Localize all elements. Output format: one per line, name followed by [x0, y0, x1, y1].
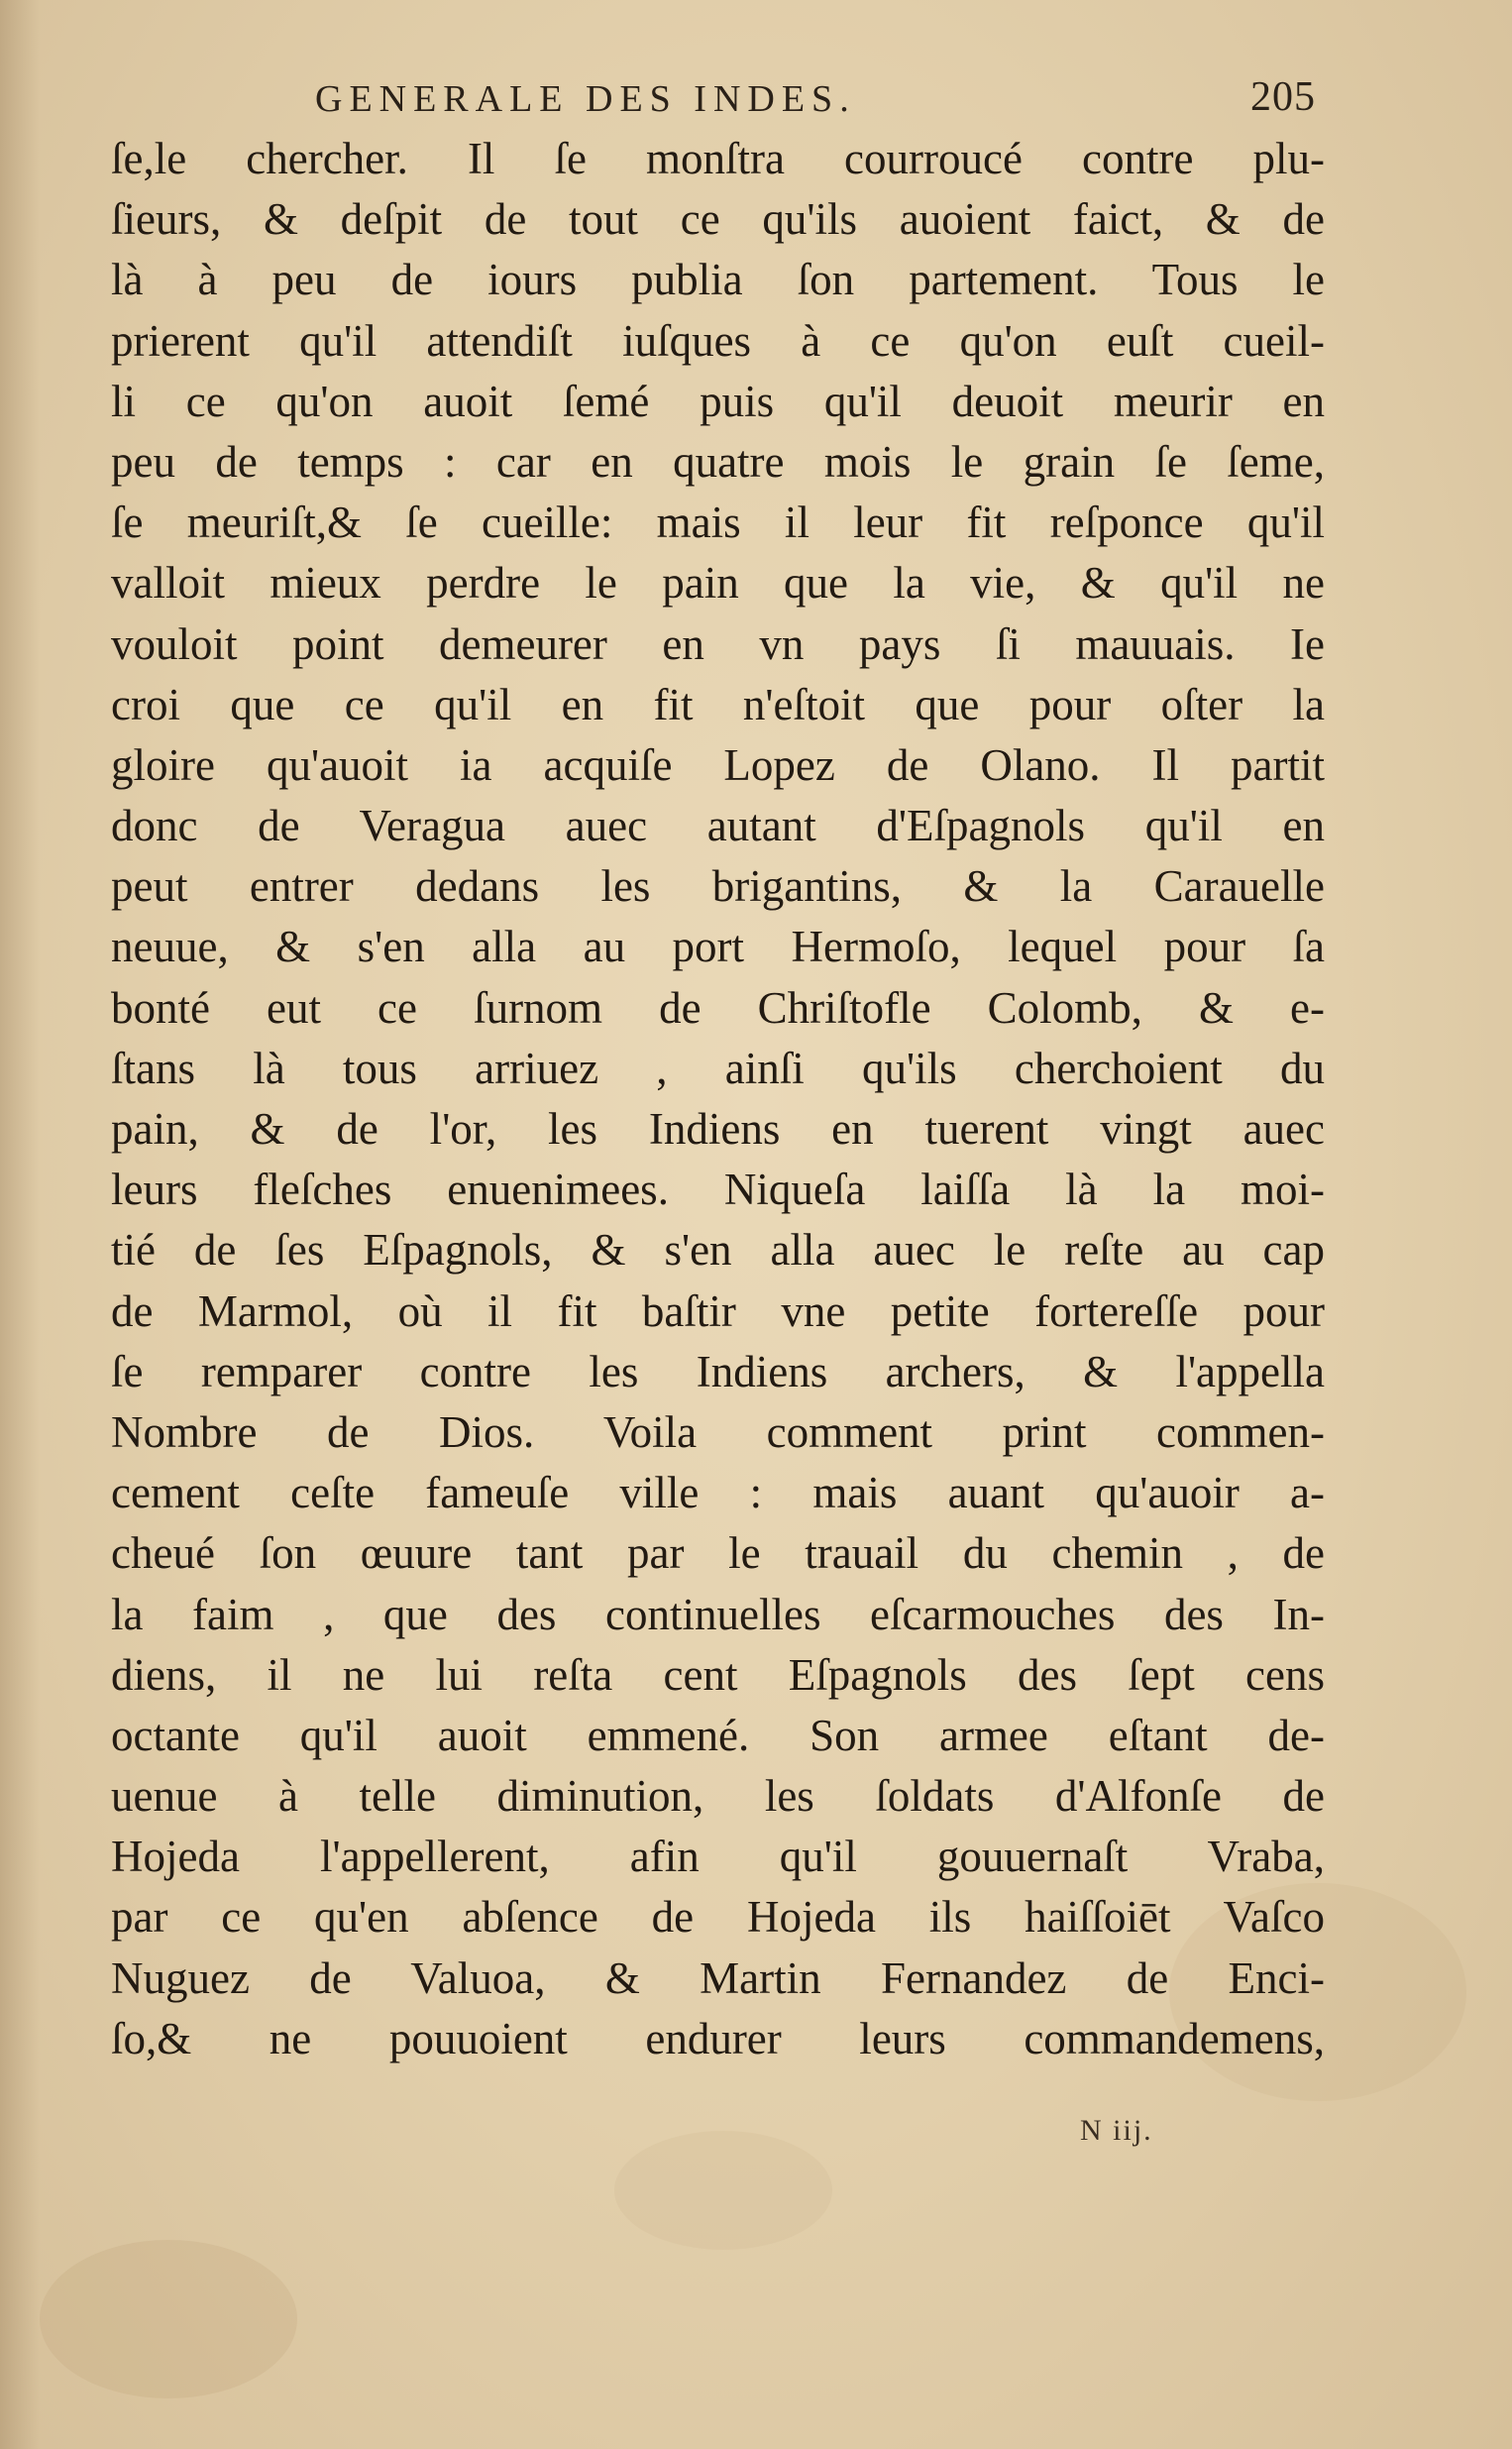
signature-mark: N iij. — [1080, 2114, 1153, 2147]
text-line: valloit mieux perdre le pain que la vie, & qu'il ne — [111, 558, 1325, 609]
text-line: la faim , que des continuelles eſcarmouches des In- — [111, 1589, 1325, 1639]
binding-shadow — [0, 0, 40, 2449]
text-line: de Marmol, où il fit baſtir vne petite fortereſſe pour — [111, 1285, 1325, 1336]
text-line: octante qu'il auoit emmené. Son armee eſtant de- — [111, 1710, 1325, 1760]
text-line: Nombre de Dios. Voila comment print commen- — [111, 1406, 1325, 1457]
text-line: neuue, & s'en alla au port Hermoſo, lequel pour ſa — [111, 922, 1325, 972]
text-line: vouloit point demeurer en vn pays ſi mauuais. Ie — [111, 618, 1325, 669]
text-line: Nuguez de Valuoa, & Martin Fernandez de Enci- — [111, 1952, 1325, 2003]
text-line: cement ceſte fameuſe ville : mais auant qu'auoir a- — [111, 1468, 1325, 1518]
text-line: donc de Veragua auec autant d'Eſpagnols qu'il en — [111, 801, 1325, 851]
text-line: peu de temps : car en quatre mois le grain ſe ſeme, — [111, 436, 1325, 487]
text-line: tié de ſes Eſpagnols, & s'en alla auec le reſte au cap — [111, 1225, 1325, 1276]
paper-stain — [614, 2131, 832, 2250]
text-line: diens, il ne lui reſta cent Eſpagnols des ſept cens — [111, 1649, 1325, 1700]
text-line: gloire qu'auoit ia acquiſe Lopez de Olano. Il partit — [111, 739, 1325, 790]
text-line: ſtans là tous arriuez , ainſi qu'ils cherchoient du — [111, 1043, 1325, 1093]
text-line: uenue à telle diminution, les ſoldats d'Alfonſe de — [111, 1771, 1325, 1822]
text-line: par ce qu'en abſence de Hojeda ils haiſſoiēt Vaſco — [111, 1892, 1325, 1943]
body-text — [111, 129, 1325, 2069]
text-line: ſo,& ne pouuoient endurer leurs commandemens, — [111, 2013, 1325, 2063]
text-line: prierent qu'il attendiſt iuſques à ce qu'on euſt cueil- — [111, 315, 1325, 366]
text-line: bonté eut ce ſurnom de Chriſtofle Colomb, & e- — [111, 982, 1325, 1033]
text-line: ſe,le chercher. Il ſe monſtra courroucé contre plu- — [111, 134, 1325, 183]
text-line: li ce qu'on auoit ſemé puis qu'il deuoit meurir en — [111, 376, 1325, 426]
running-title: GENERALE DES INDES. — [315, 78, 856, 120]
text-line: pain, & de l'or, les Indiens en tuerent vingt auec — [111, 1104, 1325, 1154]
page-number: 205 — [1250, 74, 1316, 120]
text-line: croi que ce qu'il en fit n'eſtoit que pour oſter la — [111, 679, 1325, 729]
text-line: Hojeda l'appellerent, afin qu'il gouuernaſt Vraba, — [111, 1832, 1325, 1882]
text-line: cheué ſon œuure tant par le trauail du chemin , de — [111, 1528, 1325, 1579]
text-line: peut entrer dedans les brigantins, & la Carauelle — [111, 861, 1325, 912]
paper-stain — [40, 2240, 297, 2398]
text-line: là à peu de iours publia ſon partement. Tous le — [111, 255, 1325, 305]
text-line: ſe meuriſt,& ſe cueille: mais il leur fit reſponce qu'il — [111, 498, 1325, 548]
text-line: ſieurs, & deſpit de tout ce qu'ils auoient faict, & de — [111, 194, 1325, 245]
text-line: leurs fleſches enuenimees. Niqueſa laiſſa là la moi- — [111, 1165, 1325, 1215]
text-line: ſe remparer contre les Indiens archers, & l'appella — [111, 1346, 1325, 1396]
running-head — [315, 74, 1316, 127]
